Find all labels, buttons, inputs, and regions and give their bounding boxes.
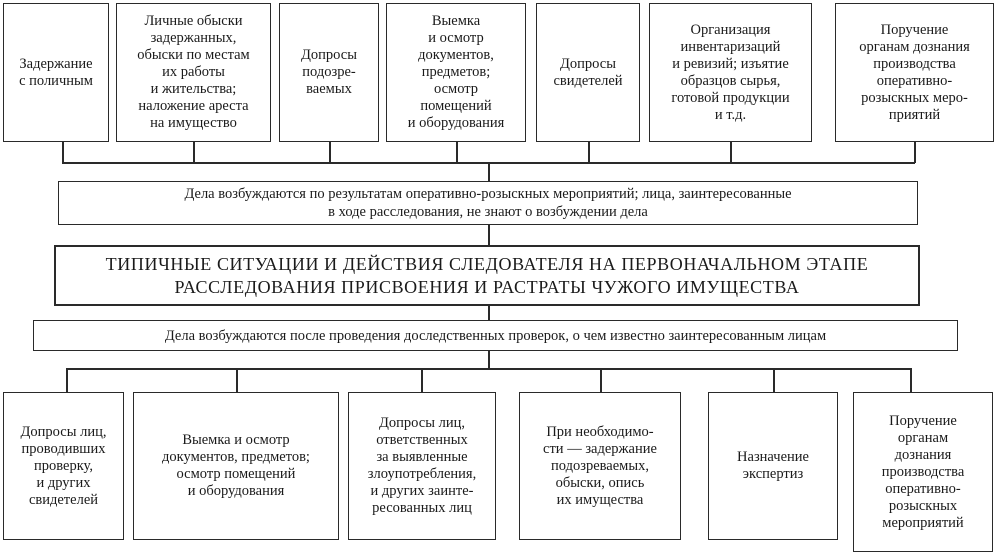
bottom-box-responsible-interrogation: Допросы лиц, ответственных за выявленные злоупотребления, и других заинте- ресованных лиц	[348, 392, 496, 540]
top-box-arrest: Задержание с поличным	[3, 3, 109, 142]
bottom-box-expertise: Назначение экспертиз	[708, 392, 838, 540]
bottom-box-inquiry-order: Поручение органам дознания производства оперативно- розыскных мероприятий	[853, 392, 993, 552]
top-box-suspect-interrogation: Допросы подозре- ваемых	[279, 3, 379, 142]
top-connector-drop-5	[588, 142, 590, 163]
top-connector-drop-6	[730, 142, 732, 163]
bottom-connector-trunk	[488, 351, 490, 369]
top-connector-drop-4	[456, 142, 458, 163]
top-connector-drop-3	[329, 142, 331, 163]
top-box-inventory: Организация инвентаризаций и ревизий; изъятие образцов сырья, готовой продукции и т.д.	[649, 3, 812, 142]
bottom-connector-bus	[66, 368, 911, 370]
title-to-lower-connector	[488, 306, 490, 320]
upper-situation-bar: Дела возбуждаются по результатам оперативно-розыскных мероприятий; лица, заинтересованные в ходе расследования, не знают о возбуждении дела	[58, 181, 918, 225]
bottom-connector-drop-5	[773, 368, 775, 393]
top-connector-drop-1	[62, 142, 64, 163]
bottom-box-verifier-interrogation: Допросы лиц, проводивших проверку, и других свидетелей	[3, 392, 124, 540]
bottom-connector-drop-6	[910, 368, 912, 393]
top-box-seizure: Выемка и осмотр документов, предметов; осмотр помещений и оборудования	[386, 3, 526, 142]
bottom-connector-drop-3	[421, 368, 423, 393]
top-box-inquiry-order: Поручение органам дознания производства оперативно- розыскных меро- приятий	[835, 3, 994, 142]
top-connector-trunk	[488, 162, 490, 182]
diagram-title: ТИПИЧНЫЕ СИТУАЦИИ И ДЕЙСТВИЯ СЛЕДОВАТЕЛЯ НА ПЕРВОНАЧАЛЬНОМ ЭТАПЕ РАССЛЕДОВАНИЯ ПРИСВОЕНИЯ И РАСТРАТЫ ЧУЖОГО ИМУЩЕСТВА	[54, 245, 920, 306]
top-box-searches: Личные обыски задержанных, обыски по местам их работы и жительства; наложение ареста на имущество	[116, 3, 271, 142]
lower-situation-bar: Дела возбуждаются после проведения доследственных проверок, о чем известно заинтересованным лицам	[33, 320, 958, 351]
top-box-witness-interrogation: Допросы свидетелей	[536, 3, 640, 142]
top-connector-drop-7	[914, 142, 916, 163]
top-connector-drop-2	[193, 142, 195, 163]
bottom-box-seizure: Выемка и осмотр документов, предметов; осмотр помещений и оборудования	[133, 392, 339, 540]
bottom-connector-drop-4	[600, 368, 602, 393]
bottom-connector-drop-1	[66, 368, 68, 393]
bottom-box-detention: При необходимо- сти — задержание подозреваемых, обыски, опись их имущества	[519, 392, 681, 540]
upper-to-title-connector	[488, 225, 490, 245]
bottom-connector-drop-2	[236, 368, 238, 393]
